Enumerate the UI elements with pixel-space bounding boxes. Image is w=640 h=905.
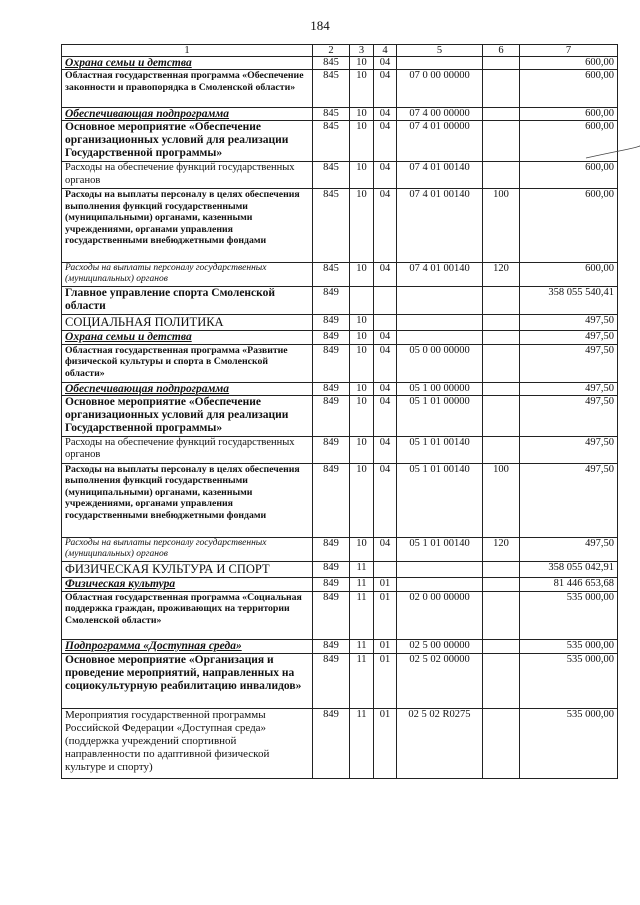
- row-c3: 10: [350, 344, 374, 382]
- header-col-2: 2: [313, 45, 350, 57]
- row-name: Расходы на выплаты персоналу в целях обеспечения выполнения функций государственными (муниципальными) органами, казенными учреждениями, органами управления государственными внебюджетными фондами: [62, 463, 313, 537]
- row-c2: 845: [313, 121, 350, 162]
- row-name: Основное мероприятие «Обеспечение организационных условий для реализации Государственной программы»: [62, 121, 313, 162]
- row-name: Мероприятия государственной программы Российской Федерации «Доступная среда» (поддержка учреждений спортивной направленности по адаптивной физической культуре и спорту): [62, 708, 313, 778]
- row-c2: 849: [313, 382, 350, 395]
- row-c2: 845: [313, 263, 350, 287]
- row-c3: 10: [350, 331, 374, 344]
- table-row: [62, 189, 618, 263]
- row-c2: 849: [313, 591, 350, 639]
- row-c7: 358 055 042,91: [520, 561, 618, 577]
- row-c6: [483, 591, 520, 639]
- header-col-3: 3: [350, 45, 374, 57]
- row-c4: 04: [374, 331, 397, 344]
- row-c4: 01: [374, 577, 397, 591]
- row-c6: [483, 315, 520, 331]
- row-c7: 497,50: [520, 537, 618, 561]
- row-c7: 535 000,00: [520, 653, 618, 708]
- row-c7: 600,00: [520, 108, 618, 121]
- row-c3: 10: [350, 315, 374, 331]
- row-c5: [397, 315, 483, 331]
- row-c3: 11: [350, 577, 374, 591]
- row-c6: 100: [483, 463, 520, 537]
- row-c6: 100: [483, 189, 520, 263]
- row-c7: 535 000,00: [520, 591, 618, 639]
- row-c2: 849: [313, 344, 350, 382]
- row-c5: [397, 561, 483, 577]
- table-row: [62, 382, 618, 395]
- row-c3: 10: [350, 189, 374, 263]
- row-c5: [397, 331, 483, 344]
- row-c6: [483, 561, 520, 577]
- header-col-7: 7: [520, 45, 618, 57]
- row-c4: 04: [374, 344, 397, 382]
- row-c2: 849: [313, 395, 350, 436]
- row-c7: 497,50: [520, 331, 618, 344]
- table-row: [62, 653, 618, 708]
- row-c3: 11: [350, 653, 374, 708]
- table-row: [62, 57, 618, 70]
- row-c6: [483, 331, 520, 344]
- row-c6: [483, 57, 520, 70]
- table-row: [62, 263, 618, 287]
- table-row: [62, 331, 618, 344]
- row-c7: 497,50: [520, 315, 618, 331]
- row-c2: 849: [313, 331, 350, 344]
- row-c2: 845: [313, 162, 350, 189]
- row-c6: [483, 708, 520, 778]
- row-name: Областная государственная программа «Социальная поддержка граждан, проживающих на территории Смоленской области»: [62, 591, 313, 639]
- row-c5: 05 1 01 00000: [397, 395, 483, 436]
- row-c2: 849: [313, 639, 350, 653]
- table-row: [62, 708, 618, 778]
- row-c4: [374, 315, 397, 331]
- row-c3: [350, 287, 374, 315]
- row-c4: 04: [374, 436, 397, 463]
- row-c6: 120: [483, 263, 520, 287]
- table-row: [62, 70, 618, 108]
- row-c4: [374, 287, 397, 315]
- row-c7: 535 000,00: [520, 708, 618, 778]
- row-c3: 10: [350, 263, 374, 287]
- table-row: [62, 315, 618, 331]
- row-name: Расходы на обеспечение функций государственных органов: [62, 436, 313, 463]
- row-c5: [397, 577, 483, 591]
- row-c5: 07 4 01 00140: [397, 189, 483, 263]
- row-c4: 04: [374, 57, 397, 70]
- row-c6: [483, 653, 520, 708]
- row-name: Расходы на выплаты персоналу в целях обеспечения выполнения функций государственными (муниципальными) органами, казенными учреждениями, органами управления государственными внебюджетными фондами: [62, 189, 313, 263]
- row-c7: 497,50: [520, 395, 618, 436]
- row-c6: [483, 395, 520, 436]
- row-c6: [483, 121, 520, 162]
- row-name: Расходы на обеспечение функций государственных органов: [62, 162, 313, 189]
- pen-stroke-mark: [584, 140, 640, 166]
- row-c4: 04: [374, 263, 397, 287]
- table-row: [62, 463, 618, 537]
- table-row: [62, 639, 618, 653]
- row-c3: 10: [350, 395, 374, 436]
- row-c4: 01: [374, 708, 397, 778]
- row-name: Охрана семьи и детства: [62, 331, 313, 344]
- row-c5: 05 0 00 00000: [397, 344, 483, 382]
- row-c7: 535 000,00: [520, 639, 618, 653]
- row-c5: 07 4 00 00000: [397, 108, 483, 121]
- row-c7: 497,50: [520, 382, 618, 395]
- row-name: Обеспечивающая подпрограмма: [62, 108, 313, 121]
- row-c7: 600,00: [520, 70, 618, 108]
- row-c6: [483, 382, 520, 395]
- row-c7: 600,00: [520, 121, 618, 162]
- row-c2: 849: [313, 436, 350, 463]
- row-c4: 04: [374, 108, 397, 121]
- row-c5: [397, 57, 483, 70]
- row-c5: 02 5 02 00000: [397, 653, 483, 708]
- row-c7: 497,50: [520, 463, 618, 537]
- row-c2: 845: [313, 57, 350, 70]
- row-c2: 849: [313, 653, 350, 708]
- row-c4: 01: [374, 591, 397, 639]
- row-c2: 845: [313, 70, 350, 108]
- row-c5: 02 0 00 00000: [397, 591, 483, 639]
- row-c5: 05 1 01 00140: [397, 436, 483, 463]
- row-c4: 01: [374, 639, 397, 653]
- row-c3: 10: [350, 121, 374, 162]
- header-col-1: 1: [62, 45, 313, 57]
- row-c6: [483, 287, 520, 315]
- row-c6: 120: [483, 537, 520, 561]
- header-row: [62, 45, 618, 57]
- row-c6: [483, 108, 520, 121]
- row-name: Расходы на выплаты персоналу государственных (муниципальных) органов: [62, 537, 313, 561]
- table-row: [62, 577, 618, 591]
- row-c4: 04: [374, 463, 397, 537]
- header-col-5: 5: [397, 45, 483, 57]
- row-name: Основное мероприятие «Организация и проведение мероприятий, направленных на социокультурную реабилитацию инвалидов»: [62, 653, 313, 708]
- row-c6: [483, 344, 520, 382]
- row-c5: 05 1 00 00000: [397, 382, 483, 395]
- row-c7: 81 446 653,68: [520, 577, 618, 591]
- header-col-4: 4: [374, 45, 397, 57]
- table-row: [62, 287, 618, 315]
- row-c5: 07 0 00 00000: [397, 70, 483, 108]
- table-row: [62, 121, 618, 162]
- row-c4: 04: [374, 162, 397, 189]
- row-c4: 04: [374, 121, 397, 162]
- row-c4: 04: [374, 70, 397, 108]
- row-c5: 05 1 01 00140: [397, 537, 483, 561]
- row-name: Расходы на выплаты персоналу государственных (муниципальных) органов: [62, 263, 313, 287]
- row-c2: 849: [313, 537, 350, 561]
- row-c7: 600,00: [520, 189, 618, 263]
- row-c2: 845: [313, 108, 350, 121]
- row-name: Обеспечивающая подпрограмма: [62, 382, 313, 395]
- row-c7: 600,00: [520, 162, 618, 189]
- table-row: [62, 537, 618, 561]
- row-c5: [397, 287, 483, 315]
- row-c4: 04: [374, 382, 397, 395]
- row-c3: 11: [350, 591, 374, 639]
- row-c3: 11: [350, 708, 374, 778]
- row-name: Основное мероприятие «Обеспечение организационных условий для реализации Государственной программы»: [62, 395, 313, 436]
- row-name: Физическая культура: [62, 577, 313, 591]
- row-c5: 07 4 01 00140: [397, 162, 483, 189]
- row-c2: 849: [313, 315, 350, 331]
- row-c7: 600,00: [520, 57, 618, 70]
- row-c6: [483, 577, 520, 591]
- row-c6: [483, 436, 520, 463]
- row-c4: 04: [374, 395, 397, 436]
- row-c5: 07 4 01 00000: [397, 121, 483, 162]
- row-c6: [483, 70, 520, 108]
- row-c5: 05 1 01 00140: [397, 463, 483, 537]
- row-c3: 10: [350, 537, 374, 561]
- row-c3: 10: [350, 436, 374, 463]
- row-c5: 07 4 01 00140: [397, 263, 483, 287]
- row-c6: [483, 162, 520, 189]
- row-c4: 01: [374, 653, 397, 708]
- row-name: ФИЗИЧЕСКАЯ КУЛЬТУРА И СПОРТ: [62, 561, 313, 577]
- row-c4: 04: [374, 537, 397, 561]
- row-c3: 10: [350, 57, 374, 70]
- table-row: [62, 561, 618, 577]
- row-name: Подпрограмма «Доступная среда»: [62, 639, 313, 653]
- row-c3: 10: [350, 463, 374, 537]
- row-name: Главное управление спорта Смоленской области: [62, 287, 313, 315]
- row-c3: 10: [350, 162, 374, 189]
- row-c5: 02 5 02 R0275: [397, 708, 483, 778]
- row-c7: 497,50: [520, 344, 618, 382]
- budget-table: [61, 44, 618, 779]
- row-c3: 10: [350, 70, 374, 108]
- row-c2: 849: [313, 561, 350, 577]
- row-c3: 11: [350, 639, 374, 653]
- row-c5: 02 5 00 00000: [397, 639, 483, 653]
- row-c2: 849: [313, 708, 350, 778]
- row-c6: [483, 639, 520, 653]
- row-c7: 497,50: [520, 436, 618, 463]
- row-c2: 849: [313, 577, 350, 591]
- row-name: СОЦИАЛЬНАЯ ПОЛИТИКА: [62, 315, 313, 331]
- row-c2: 849: [313, 463, 350, 537]
- table-row: [62, 344, 618, 382]
- row-name: Областная государственная программа «Обеспечение законности и правопорядка в Смоленской области»: [62, 70, 313, 108]
- row-c2: 849: [313, 287, 350, 315]
- table-row: [62, 436, 618, 463]
- row-c3: 10: [350, 108, 374, 121]
- row-c7: 600,00: [520, 263, 618, 287]
- header-col-6: 6: [483, 45, 520, 57]
- table-row: [62, 108, 618, 121]
- table-row: [62, 162, 618, 189]
- row-c7: 358 055 540,41: [520, 287, 618, 315]
- table-row: [62, 395, 618, 436]
- row-name: Охрана семьи и детства: [62, 57, 313, 70]
- row-c3: 11: [350, 561, 374, 577]
- row-name: Областная государственная программа «Развитие физической культуры и спорта в Смоленской области»: [62, 344, 313, 382]
- row-c4: 04: [374, 189, 397, 263]
- table-row: [62, 591, 618, 639]
- row-c2: 845: [313, 189, 350, 263]
- page-number: 184: [310, 18, 330, 33]
- row-c3: 10: [350, 382, 374, 395]
- row-c4: [374, 561, 397, 577]
